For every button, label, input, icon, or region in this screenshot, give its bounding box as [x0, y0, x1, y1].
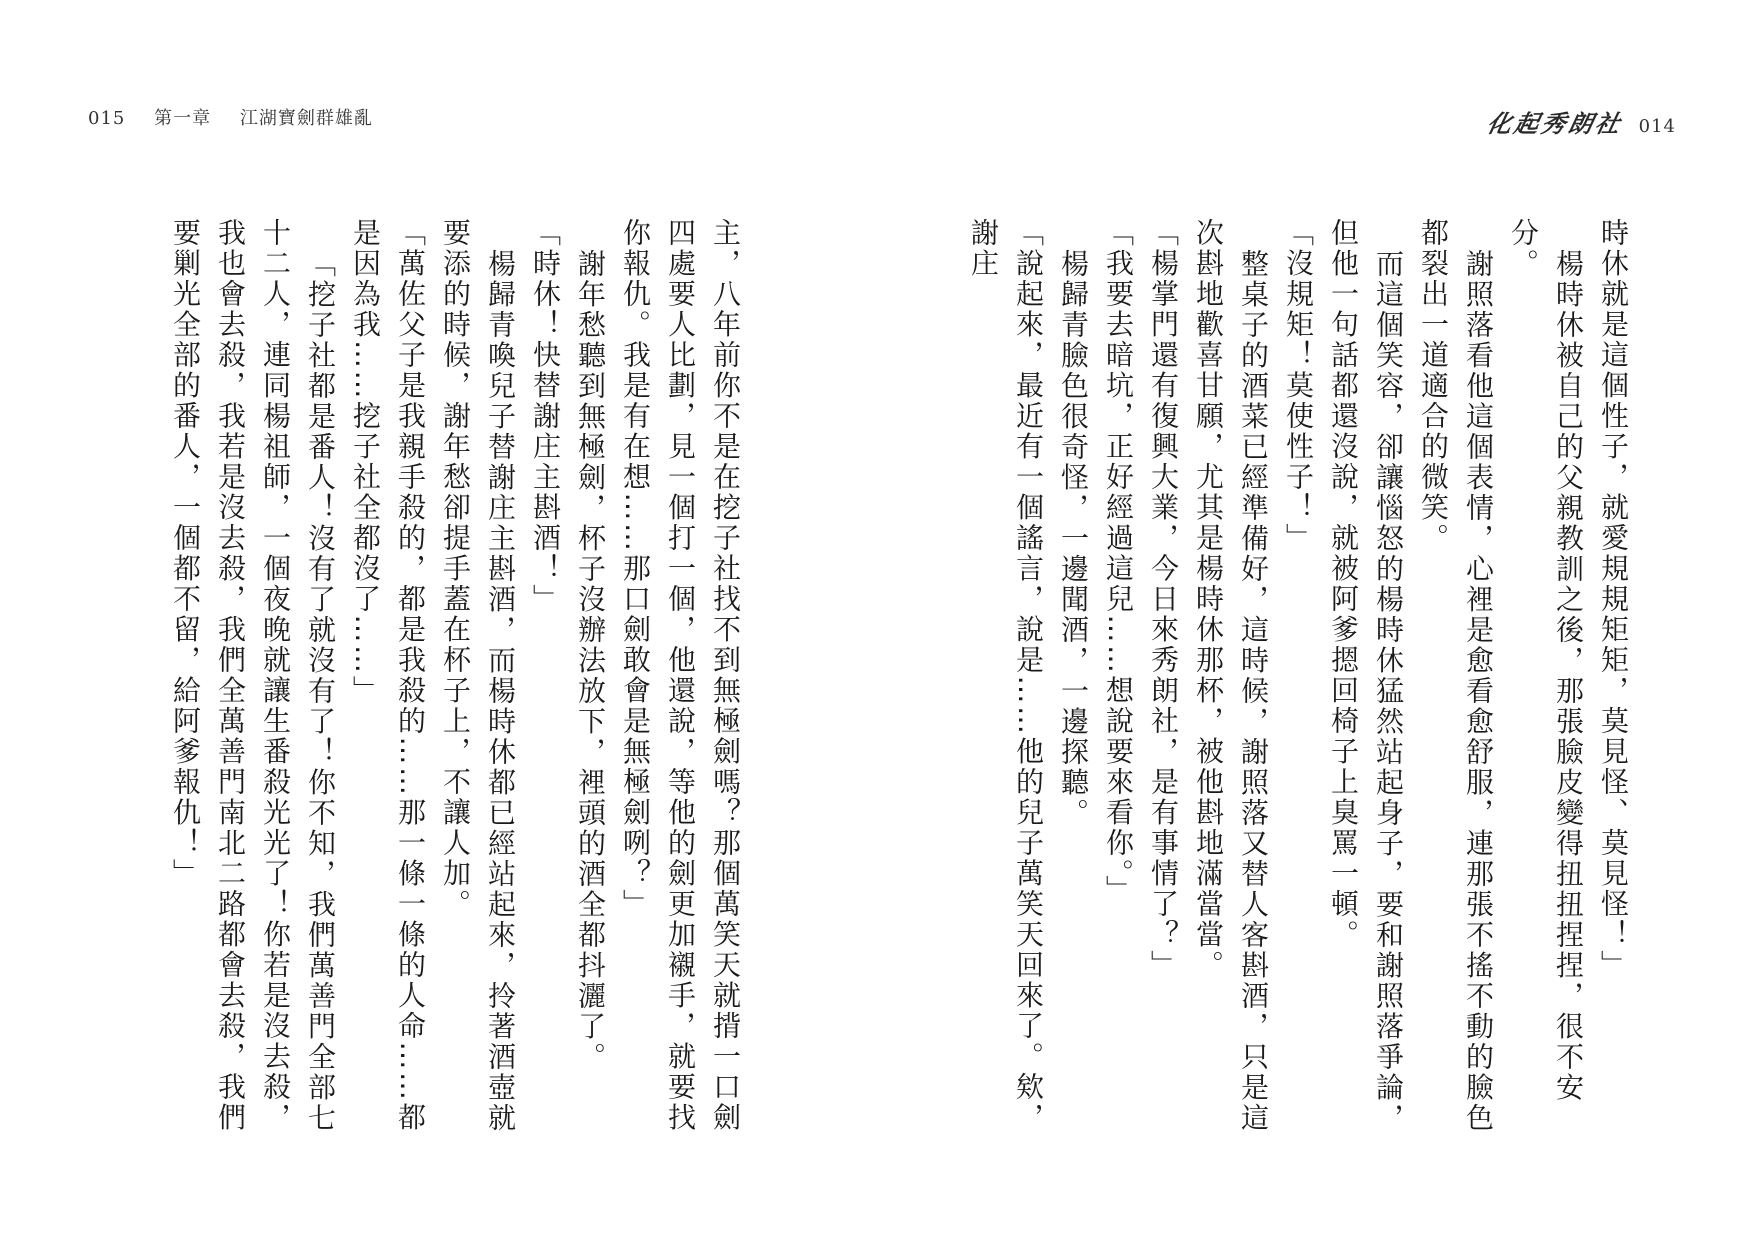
left-page-header [88, 104, 395, 130]
paragraph: 「萬佐父子是我親手殺的，都是我殺的……那一條一條的人命……都是因為我……挖子社全都沒了……」 [349, 218, 427, 1133]
paragraph: 「沒規矩！莫使性子！」 [1282, 218, 1315, 554]
paragraph: 整桌子的酒菜已經準備好，這時候，謝照落又替人客斟酒，只是這次斟地歡喜甘願，尤其是楊時休那杯，被他斟地滿當當。 [1192, 218, 1270, 1134]
book-logo: 化起秀朗社 [1484, 109, 1626, 138]
chapter-label: 第一章 [154, 108, 212, 129]
right-page-header [1484, 104, 1676, 139]
paragraph: 「我要去暗坑，正好經過這兒……想說要來看你。」 [1102, 218, 1135, 906]
paragraph: 而這個笑容，卻讓惱怒的楊時休猛然站起身子，要和謝照落爭論，但他一句話都還沒說，就被阿爹摁回椅子上臭罵一頓。 [1327, 218, 1405, 1134]
paragraph: 「時休！快替謝庄主斟酒！」 [529, 218, 562, 615]
paragraph: 楊歸青臉色很奇怪，一邊聞酒，一邊探聽。 [1057, 248, 1090, 829]
paragraph: 「楊掌門還有復興大業，今日來秀朗社，是有事情了？」 [1147, 218, 1180, 981]
right-page-text [967, 218, 1636, 1138]
left-page-text [148, 218, 748, 1138]
right-page-number: 014 [1638, 116, 1676, 137]
paragraph: 謝照落看他這個表情，心裡是愈看愈舒服，連那張不搖不動的臉色都裂出一道適合的微笑。 [1417, 218, 1495, 1134]
paragraph: 楊時休被自己的父親教訓之後，那張臉皮變得扭扭捏捏，很不安分。 [1507, 218, 1585, 1103]
paragraph: 楊歸青喚兒子替謝庄主斟酒，而楊時休都已經站起來，拎著酒壺就要添的時候，謝年愁卻提手蓋在杯子上，不讓人加。 [439, 218, 517, 1134]
left-page-number: 015 [88, 108, 126, 129]
paragraph: 時休就是這個性子，就愛規規矩矩，莫見怪、莫見怪！」 [1597, 218, 1630, 981]
chapter-title: 江湖寶劍群雄亂 [239, 108, 373, 129]
paragraph: 「挖子社都是番人！沒有了就沒有了！你不知，我們萬善門全部七十二人，連同楊祖師，一個夜晚就讓生番殺光光了！你若是沒去殺，我也會去殺，我若是沒去殺，我們全萬善門南北二路都會去殺，我們要剿光全部的番人，一個都不留，給阿爹報仇！」 [169, 218, 337, 1134]
paragraph: 「說起來，最近有一個謠言，說是……他的兒子萬笑天回來了。欸，謝庄 [967, 218, 1045, 1133]
paragraph: 主，八年前你不是在挖子社找不到無極劍嗎？那個萬笑天就揹一口劍四處要人比劃，見一個打一個，他還說，等他的劍更加襯手，就要找你報仇。我是有在想……那口劍敢會是無極劍咧？」 [619, 218, 742, 1133]
paragraph: 謝年愁聽到無極劍，杯子沒辦法放下，裡頭的酒全都抖灑了。 [574, 248, 607, 1073]
